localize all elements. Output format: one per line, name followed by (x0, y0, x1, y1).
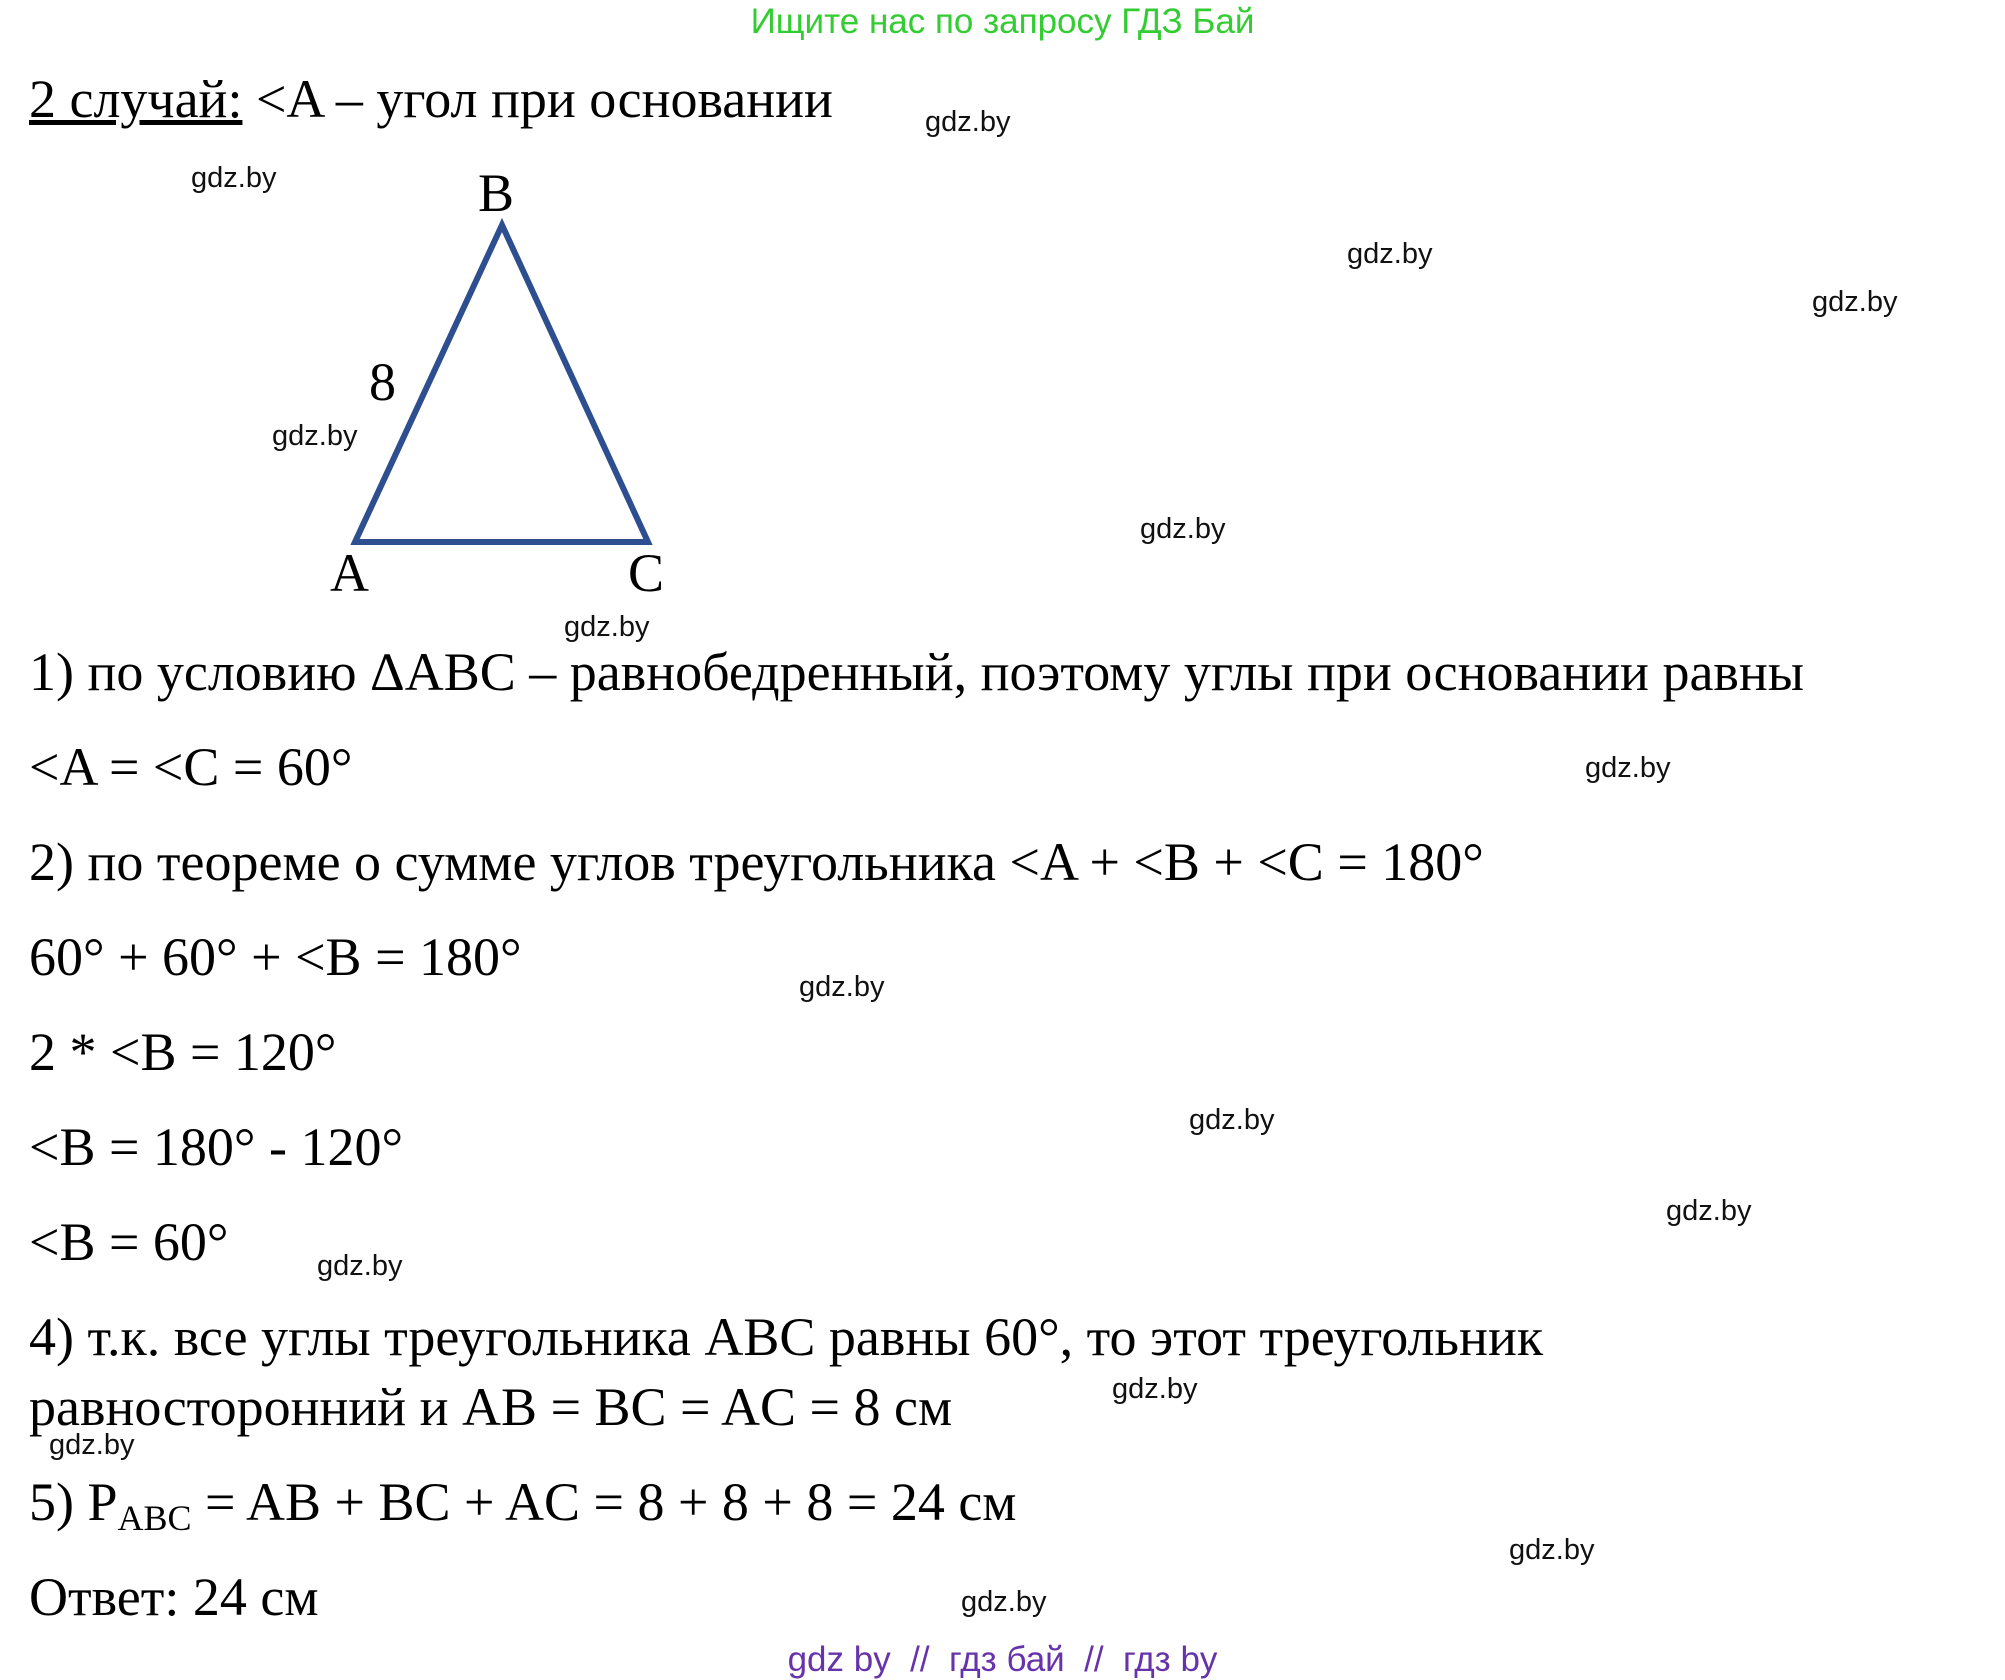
case-title: 2 случай: (29, 69, 243, 129)
vertex-b-label: B (478, 163, 515, 223)
step-4-line-1: 4) т.к. все углы треугольника ABC равны 60°, то этот треугольник (29, 1307, 1544, 1367)
watermark: gdz.by (799, 971, 885, 1003)
step-4-line-2: равносторонний и AB = BC = AC = 8 см (29, 1377, 953, 1437)
watermark: gdz.by (1189, 1104, 1275, 1136)
vertex-c-label: C (628, 543, 665, 603)
top-banner: Ищите нас по запросу ГДЗ Бай (750, 2, 1255, 41)
step-5-line (29, 1472, 1017, 1538)
side-ab-length-label: 8 (369, 352, 396, 412)
watermark: gdz.by (961, 1586, 1047, 1618)
answer-line: Ответ: 24 см (29, 1567, 319, 1627)
step-2-line-1: 2) по теореме о сумме углов треугольника <A + <B + <C = 180° (29, 832, 1484, 892)
watermark: gdz.by (1585, 752, 1671, 784)
watermark: gdz.by (1666, 1195, 1752, 1227)
watermark: gdz.by (1112, 1373, 1198, 1405)
watermark: gdz.by (1509, 1534, 1595, 1566)
step-1-line-2: <A = <C = 60° (29, 737, 353, 797)
step-2-line-5: <B = 60° (29, 1212, 229, 1272)
triangle-abc (355, 225, 648, 542)
watermark: gdz.by (191, 162, 277, 194)
step-2-line-3: 2 * <B = 120° (29, 1022, 337, 1082)
watermark: gdz.by (925, 106, 1011, 138)
watermark: gdz.by (564, 611, 650, 643)
step-5-equation: = AB + BC + AC = 8 + 8 + 8 = 24 см (191, 1472, 1017, 1532)
perimeter-subscript: ABC (117, 1498, 192, 1538)
watermark: gdz.by (317, 1250, 403, 1282)
step-5-prefix: 5) P (29, 1472, 118, 1532)
vertex-a-label: A (330, 543, 369, 603)
watermark: gdz.by (272, 420, 358, 452)
watermark: gdz.by (1347, 238, 1433, 270)
watermark: gdz.by (1140, 513, 1226, 545)
step-2-line-2: 60° + 60° + <B = 180° (29, 927, 522, 987)
watermark: gdz.by (49, 1429, 135, 1461)
step-2-line-4: <B = 180° - 120° (29, 1117, 404, 1177)
step-1-line-1: 1) по условию ΔABC – равнобедренный, поэтому углы при основании равны (29, 642, 1805, 702)
case-description: <A – угол при основании (242, 69, 833, 129)
watermark: gdz.by (1812, 286, 1898, 318)
footer-links: gdz by // гдз бай // гдз by (787, 1640, 1218, 1679)
